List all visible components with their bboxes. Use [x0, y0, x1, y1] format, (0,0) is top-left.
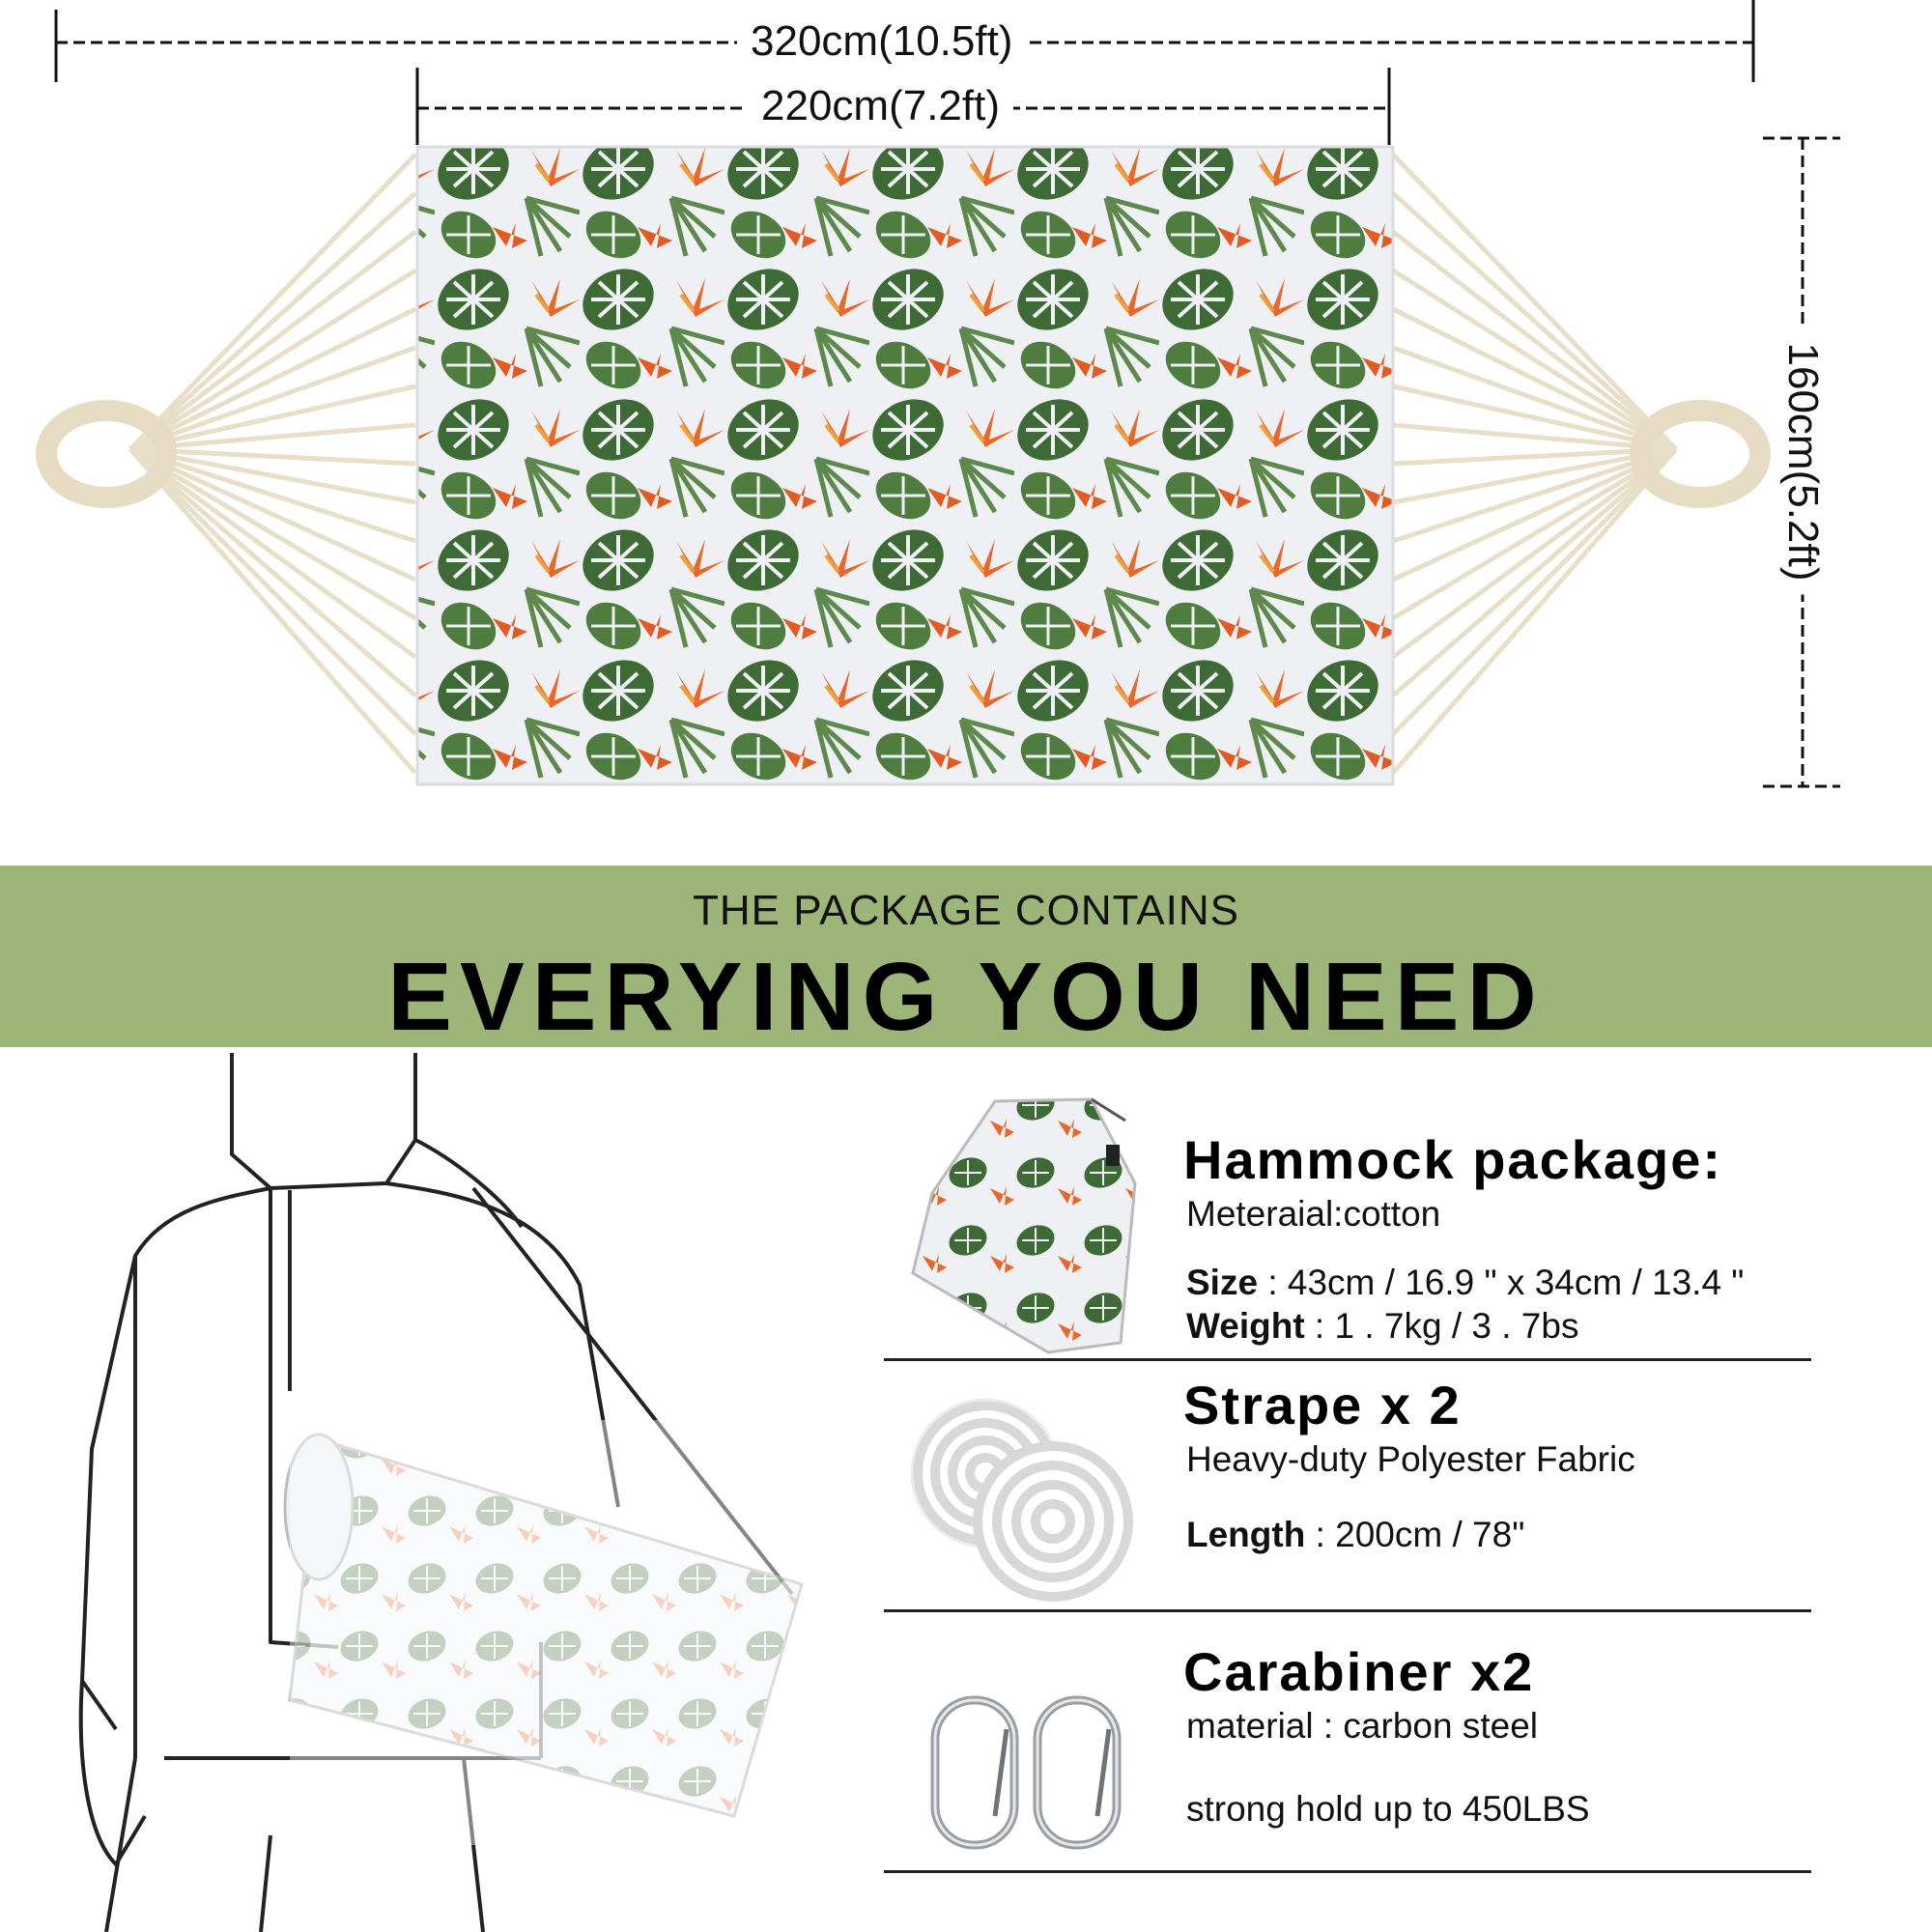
bed-length-label: 220cm(7.2ft) [748, 82, 1013, 130]
banner-title: EVERYING YOU NEED [387, 943, 1545, 1051]
separator [884, 1870, 1811, 1873]
hammock-weight: Weight : 1 . 7kg / 3 . 7bs [1186, 1306, 1579, 1346]
carabiner-strength: strong hold up to 450LBS [1186, 1789, 1590, 1829]
width-label: 160cm(5.2ft) [1778, 329, 1827, 595]
carabiner-icon [935, 1700, 1117, 1845]
separator [884, 1358, 1811, 1361]
strap-length: Length : 200cm / 78" [1186, 1515, 1525, 1554]
separator [884, 1609, 1811, 1612]
strap-title: Strape x 2 [1183, 1375, 1462, 1435]
carabiner-title: Carabiner x2 [1183, 1641, 1535, 1702]
hammock-size: Size : 43cm / 16.9 " x 34cm / 13.4 " [1186, 1263, 1745, 1302]
banner-subtitle: THE PACKAGE CONTAINS [692, 887, 1239, 934]
strap-material: Heavy-duty Polyester Fabric [1186, 1439, 1635, 1479]
hammock-package-title: Hammock package: [1183, 1129, 1723, 1190]
hammock-material: Meteraial:cotton [1186, 1194, 1441, 1234]
total-length-label: 320cm(10.5ft) [737, 17, 1026, 66]
bag-icon [913, 1099, 1135, 1352]
carabiner-material: material : carbon steel [1186, 1706, 1539, 1746]
